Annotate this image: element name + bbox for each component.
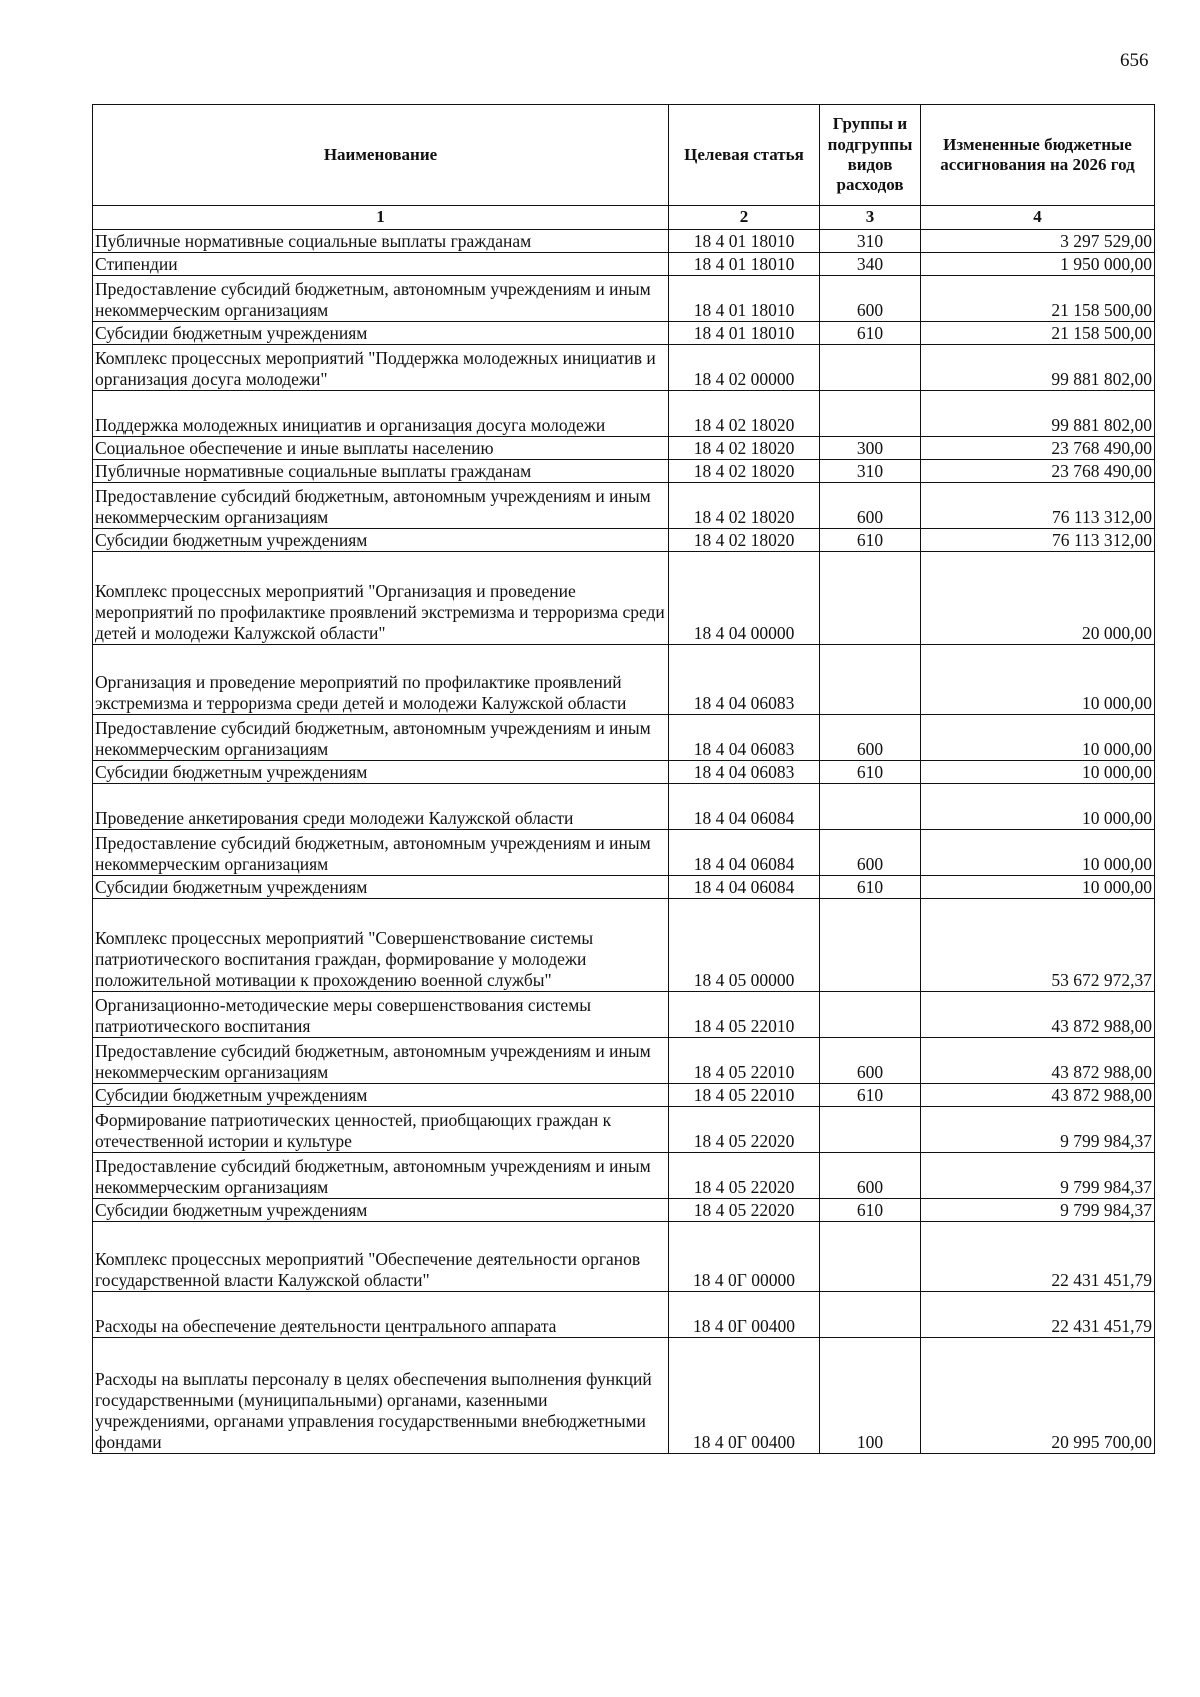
row-expense-group <box>820 391 921 437</box>
table-row <box>93 437 1155 460</box>
row-name: Проведение анкетирования среди молодежи Калужской области <box>93 784 669 830</box>
row-target-article: 18 4 0Г 00400 <box>669 1338 820 1454</box>
row-expense-group: 600 <box>820 1038 921 1084</box>
table-row <box>93 276 1155 322</box>
row-name: Предоставление субсидий бюджетным, автономным учреждениям и иным некоммерческим организациям <box>93 715 669 761</box>
row-expense-group <box>820 1107 921 1153</box>
table-row <box>93 715 1155 761</box>
row-expense-group: 600 <box>820 830 921 876</box>
table-row <box>93 1199 1155 1222</box>
row-name: Предоставление субсидий бюджетным, автономным учреждениям и иным некоммерческим организациям <box>93 276 669 322</box>
table-row <box>93 552 1155 645</box>
row-amount: 23 768 490,00 <box>921 437 1155 460</box>
row-amount: 10 000,00 <box>921 830 1155 876</box>
row-name: Расходы на выплаты персоналу в целях обеспечения выполнения функций государственными (муниципальными) органами, казенными учреждениями, органами управления государственными внебюджетными фондами <box>93 1338 669 1454</box>
row-target-article: 18 4 04 06083 <box>669 645 820 715</box>
column-number: 3 <box>820 206 921 230</box>
row-expense-group: 610 <box>820 1199 921 1222</box>
row-amount: 10 000,00 <box>921 784 1155 830</box>
row-target-article: 18 4 04 06084 <box>669 784 820 830</box>
row-amount: 99 881 802,00 <box>921 391 1155 437</box>
header-amount: Измененные бюджетные ассигнования на 2026 год <box>921 105 1155 206</box>
row-target-article: 18 4 05 22010 <box>669 1084 820 1107</box>
row-amount: 76 113 312,00 <box>921 483 1155 529</box>
row-name: Комплекс процессных мероприятий "Совершенствование системы патриотического воспитания граждан, формирование у молодежи положительной мотивации к прохождению военной службы" <box>93 899 669 992</box>
row-target-article: 18 4 01 18010 <box>669 230 820 253</box>
row-expense-group <box>820 552 921 645</box>
row-target-article: 18 4 05 22010 <box>669 1038 820 1084</box>
row-amount: 22 431 451,79 <box>921 1222 1155 1292</box>
row-amount: 9 799 984,37 <box>921 1107 1155 1153</box>
row-amount: 20 000,00 <box>921 552 1155 645</box>
row-expense-group <box>820 645 921 715</box>
row-expense-group: 610 <box>820 761 921 784</box>
row-expense-group: 300 <box>820 437 921 460</box>
row-target-article: 18 4 01 18010 <box>669 253 820 276</box>
row-amount: 53 672 972,37 <box>921 899 1155 992</box>
row-expense-group: 610 <box>820 876 921 899</box>
row-target-article: 18 4 02 18020 <box>669 391 820 437</box>
row-target-article: 18 4 0Г 00400 <box>669 1292 820 1338</box>
row-amount: 10 000,00 <box>921 761 1155 784</box>
row-amount: 9 799 984,37 <box>921 1153 1155 1199</box>
table-row <box>93 253 1155 276</box>
header-expense-groups: Группы и подгруппы видов расходов <box>820 105 921 206</box>
table-row <box>93 1338 1155 1454</box>
row-target-article: 18 4 05 22010 <box>669 992 820 1038</box>
row-expense-group: 610 <box>820 1084 921 1107</box>
row-expense-group: 310 <box>820 230 921 253</box>
header-name: Наименование <box>93 105 669 206</box>
row-name: Субсидии бюджетным учреждениям <box>93 1199 669 1222</box>
table-row <box>93 1084 1155 1107</box>
table-row <box>93 345 1155 391</box>
row-amount: 21 158 500,00 <box>921 322 1155 345</box>
row-target-article: 18 4 02 00000 <box>669 345 820 391</box>
row-name: Поддержка молодежных инициатив и организация досуга молодежи <box>93 391 669 437</box>
table-row <box>93 830 1155 876</box>
row-target-article: 18 4 04 00000 <box>669 552 820 645</box>
column-number: 2 <box>669 206 820 230</box>
row-name: Организация и проведение мероприятий по профилактике проявлений экстремизма и терроризма среди детей и молодежи Калужской области <box>93 645 669 715</box>
column-number: 1 <box>93 206 669 230</box>
row-name: Расходы на обеспечение деятельности центрального аппарата <box>93 1292 669 1338</box>
row-name: Публичные нормативные социальные выплаты гражданам <box>93 230 669 253</box>
row-name: Субсидии бюджетным учреждениям <box>93 876 669 899</box>
row-expense-group: 600 <box>820 483 921 529</box>
row-name: Предоставление субсидий бюджетным, автономным учреждениям и иным некоммерческим организациям <box>93 1038 669 1084</box>
row-amount: 23 768 490,00 <box>921 460 1155 483</box>
table-row <box>93 899 1155 992</box>
table-row <box>93 1038 1155 1084</box>
row-expense-group <box>820 1292 921 1338</box>
row-name: Субсидии бюджетным учреждениям <box>93 1084 669 1107</box>
row-name: Комплекс процессных мероприятий "Обеспечение деятельности органов государственной власти Калужской области" <box>93 1222 669 1292</box>
row-amount: 10 000,00 <box>921 645 1155 715</box>
row-name: Предоставление субсидий бюджетным, автономным учреждениям и иным некоммерческим организациям <box>93 1153 669 1199</box>
row-amount: 21 158 500,00 <box>921 276 1155 322</box>
row-expense-group: 100 <box>820 1338 921 1454</box>
table-row <box>93 529 1155 552</box>
column-numbers-row <box>93 206 1155 230</box>
row-expense-group <box>820 345 921 391</box>
row-name: Социальное обеспечение и иные выплаты населению <box>93 437 669 460</box>
row-target-article: 18 4 05 22020 <box>669 1107 820 1153</box>
table-row <box>93 645 1155 715</box>
table-row <box>93 1153 1155 1199</box>
table-row <box>93 784 1155 830</box>
row-target-article: 18 4 0Г 00000 <box>669 1222 820 1292</box>
row-expense-group: 600 <box>820 1153 921 1199</box>
table-header-row <box>93 105 1155 206</box>
row-name: Комплекс процессных мероприятий "Поддержка молодежных инициатив и организация досуга молодежи" <box>93 345 669 391</box>
row-target-article: 18 4 01 18010 <box>669 276 820 322</box>
header-target-article: Целевая статья <box>669 105 820 206</box>
page-number: 656 <box>1120 50 1149 71</box>
row-name: Публичные нормативные социальные выплаты гражданам <box>93 460 669 483</box>
row-name: Субсидии бюджетным учреждениям <box>93 322 669 345</box>
row-target-article: 18 4 04 06083 <box>669 715 820 761</box>
row-expense-group: 600 <box>820 715 921 761</box>
row-amount: 10 000,00 <box>921 715 1155 761</box>
row-name: Субсидии бюджетным учреждениям <box>93 529 669 552</box>
row-target-article: 18 4 05 00000 <box>669 899 820 992</box>
row-name: Организационно-методические меры совершенствования системы патриотического воспитания <box>93 992 669 1038</box>
row-expense-group <box>820 784 921 830</box>
row-expense-group: 610 <box>820 322 921 345</box>
table-row <box>93 761 1155 784</box>
budget-table <box>92 104 1155 1454</box>
row-target-article: 18 4 02 18020 <box>669 437 820 460</box>
row-expense-group: 340 <box>820 253 921 276</box>
table-row <box>93 992 1155 1038</box>
row-amount: 43 872 988,00 <box>921 992 1155 1038</box>
row-expense-group <box>820 899 921 992</box>
row-name: Субсидии бюджетным учреждениям <box>93 761 669 784</box>
table-row <box>93 1292 1155 1338</box>
row-amount: 99 881 802,00 <box>921 345 1155 391</box>
row-expense-group <box>820 992 921 1038</box>
row-target-article: 18 4 05 22020 <box>669 1199 820 1222</box>
row-amount: 3 297 529,00 <box>921 230 1155 253</box>
row-name: Комплекс процессных мероприятий "Организация и проведение мероприятий по профилактике проявлений экстремизма и терроризма среди детей и молодежи Калужской области" <box>93 552 669 645</box>
row-amount: 9 799 984,37 <box>921 1199 1155 1222</box>
table-row <box>93 460 1155 483</box>
row-amount: 20 995 700,00 <box>921 1338 1155 1454</box>
table-row <box>93 483 1155 529</box>
table-row <box>93 230 1155 253</box>
table-row <box>93 1107 1155 1153</box>
row-name: Предоставление субсидий бюджетным, автономным учреждениям и иным некоммерческим организациям <box>93 830 669 876</box>
row-amount: 22 431 451,79 <box>921 1292 1155 1338</box>
column-number: 4 <box>921 206 1155 230</box>
row-amount: 1 950 000,00 <box>921 253 1155 276</box>
table-row <box>93 391 1155 437</box>
row-target-article: 18 4 04 06084 <box>669 876 820 899</box>
row-expense-group: 310 <box>820 460 921 483</box>
row-amount: 76 113 312,00 <box>921 529 1155 552</box>
row-expense-group: 610 <box>820 529 921 552</box>
row-name: Формирование патриотических ценностей, приобщающих граждан к отечественной истории и культуре <box>93 1107 669 1153</box>
row-expense-group: 600 <box>820 276 921 322</box>
row-target-article: 18 4 04 06083 <box>669 761 820 784</box>
row-target-article: 18 4 02 18020 <box>669 460 820 483</box>
row-name: Предоставление субсидий бюджетным, автономным учреждениям и иным некоммерческим организациям <box>93 483 669 529</box>
row-expense-group <box>820 1222 921 1292</box>
row-target-article: 18 4 04 06084 <box>669 830 820 876</box>
row-amount: 43 872 988,00 <box>921 1038 1155 1084</box>
row-amount: 43 872 988,00 <box>921 1084 1155 1107</box>
row-target-article: 18 4 01 18010 <box>669 322 820 345</box>
table-row <box>93 876 1155 899</box>
row-target-article: 18 4 02 18020 <box>669 483 820 529</box>
row-name: Стипендии <box>93 253 669 276</box>
row-amount: 10 000,00 <box>921 876 1155 899</box>
row-target-article: 18 4 05 22020 <box>669 1153 820 1199</box>
row-target-article: 18 4 02 18020 <box>669 529 820 552</box>
table-row <box>93 322 1155 345</box>
table-row <box>93 1222 1155 1292</box>
